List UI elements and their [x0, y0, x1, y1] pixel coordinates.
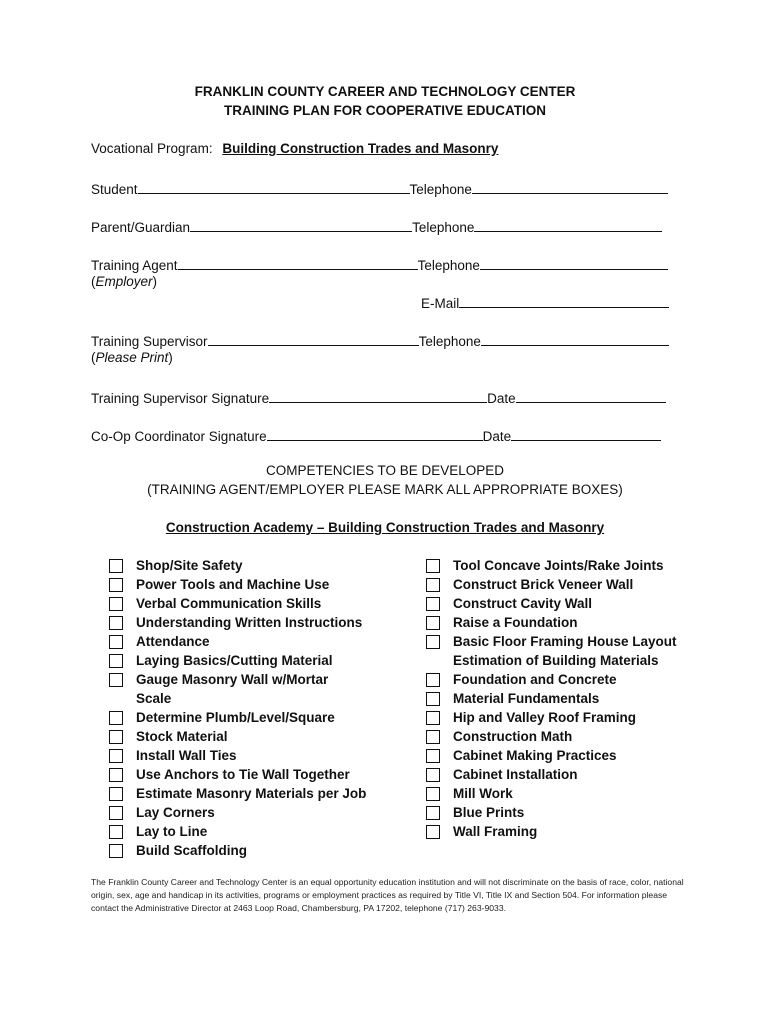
- supervisor-signature-row: [91, 388, 666, 406]
- competency-checkbox[interactable]: [426, 578, 440, 592]
- competency-item: [109, 822, 409, 841]
- competency-item: [109, 746, 409, 765]
- training-agent-field[interactable]: [178, 255, 418, 270]
- academy-section-title-text: Construction Academy – Building Construction Trades and Masonry: [165, 520, 605, 535]
- supervisor-date-field[interactable]: [516, 388, 666, 403]
- competency-checkbox[interactable]: [109, 844, 123, 858]
- competency-checkbox[interactable]: [109, 768, 123, 782]
- competency-item: [109, 594, 409, 613]
- competency-checkbox[interactable]: [426, 711, 440, 725]
- employer-label: Employer: [95, 274, 153, 289]
- competency-checkbox[interactable]: [426, 806, 440, 820]
- training-supervisor-field[interactable]: [208, 331, 419, 346]
- competency-label: Understanding Written Instructions: [136, 615, 363, 630]
- competency-checkbox[interactable]: [426, 597, 440, 611]
- coordinator-signature-row: [91, 426, 661, 444]
- competency-checkbox[interactable]: [109, 711, 123, 725]
- competency-label: Material Fundamentals: [453, 691, 600, 706]
- competency-item: [426, 803, 726, 822]
- competency-label: Estimation of Building Materials: [453, 653, 659, 668]
- training-supervisor-telephone-field[interactable]: [481, 331, 669, 346]
- please-print-close-paren: ): [168, 350, 173, 365]
- competency-checkbox[interactable]: [109, 616, 123, 630]
- supervisor-signature-label: Training Supervisor Signature: [91, 391, 270, 406]
- competency-item: [426, 632, 726, 651]
- competency-label: Laying Basics/Cutting Material: [136, 653, 333, 668]
- employer-note: [91, 274, 157, 289]
- competency-label: Foundation and Concrete: [453, 672, 617, 687]
- competency-label: Stock Material: [136, 729, 228, 744]
- competency-checkbox[interactable]: [426, 673, 440, 687]
- competency-label: Tool Concave Joints/Rake Joints: [453, 558, 664, 573]
- school-title: FRANKLIN COUNTY CAREER AND TECHNOLOGY CENTER: [194, 84, 576, 99]
- competency-item: [426, 613, 726, 632]
- competency-checkbox[interactable]: [426, 749, 440, 763]
- competency-item: [109, 708, 409, 727]
- training-supervisor-label: Training Supervisor: [91, 334, 208, 349]
- competency-item: [426, 708, 726, 727]
- competency-checkbox[interactable]: [426, 768, 440, 782]
- competency-item: [426, 594, 726, 613]
- left-competency-list: [109, 556, 409, 860]
- competency-label: Gauge Masonry Wall w/Mortar: [136, 672, 329, 687]
- competency-checkbox[interactable]: [426, 692, 440, 706]
- academy-section-title: [0, 520, 770, 535]
- employer-open-paren: (: [91, 274, 96, 289]
- coordinator-signature-field[interactable]: [267, 426, 483, 441]
- competency-checkbox[interactable]: [109, 787, 123, 801]
- competency-checkbox[interactable]: [109, 825, 123, 839]
- competency-item: [426, 822, 726, 841]
- competency-label: Estimate Masonry Materials per Job: [136, 786, 367, 801]
- competency-label: Attendance: [136, 634, 210, 649]
- competency-checkbox[interactable]: [426, 825, 440, 839]
- right-competency-list: [426, 556, 726, 841]
- training-supervisor-row: [91, 331, 669, 349]
- competency-item: [426, 575, 726, 594]
- competency-item: [426, 689, 726, 708]
- competency-label: Hip and Valley Roof Framing: [453, 710, 637, 725]
- student-field[interactable]: [138, 179, 410, 194]
- vocational-program-label: Vocational Program:: [91, 141, 213, 156]
- competency-label: Mill Work: [453, 786, 513, 801]
- competencies-heading: COMPETENCIES TO BE DEVELOPED: [265, 463, 505, 478]
- parent-label: Parent/Guardian: [91, 220, 191, 235]
- competency-label: Shop/Site Safety: [136, 558, 243, 573]
- supervisor-signature-field[interactable]: [269, 388, 487, 403]
- vocational-program-value: Building Construction Trades and Masonry: [222, 141, 499, 156]
- coordinator-date-label: Date: [482, 429, 512, 444]
- training-agent-telephone-field[interactable]: [480, 255, 668, 270]
- competency-item: [109, 613, 409, 632]
- parent-field[interactable]: [190, 217, 412, 232]
- competency-label: Basic Floor Framing House Layout: [453, 634, 677, 649]
- competency-label: Verbal Communication Skills: [136, 596, 322, 611]
- competency-item: [426, 765, 726, 784]
- competency-checkbox[interactable]: [426, 559, 440, 573]
- competency-item: [426, 746, 726, 765]
- competency-label: Lay Corners: [136, 805, 215, 820]
- equal-opportunity-notice: The Franklin County Career and Technology Center is an equal opportunity education institution and will not discriminate on the basis of race, color, national origin, sex, age and handicap in its activities, programs or employment practices as required by Title VI, Title IX and Section 504. For information please contact the Administrative Director at 2463 Loop Road, Chambersburg, PA 17202, telephone (717) 263-9033.: [91, 877, 684, 913]
- training-agent-row: [91, 255, 668, 273]
- student-telephone-field[interactable]: [472, 179, 668, 194]
- competency-item: [426, 727, 726, 746]
- employer-close-paren: ): [152, 274, 158, 289]
- competency-item: [109, 803, 409, 822]
- competency-label: Lay to Line: [136, 824, 208, 839]
- competency-label: Cabinet Making Practices: [453, 748, 617, 763]
- competency-checkbox[interactable]: [109, 806, 123, 820]
- competency-item: [426, 784, 726, 803]
- competency-label: Construction Math: [453, 729, 573, 744]
- please-print-note: [91, 350, 173, 365]
- competency-item: [109, 632, 409, 651]
- student-label: Student: [91, 182, 138, 197]
- email-field[interactable]: [459, 293, 669, 308]
- competency-label: Power Tools and Machine Use: [136, 577, 330, 592]
- competency-item: [109, 670, 409, 689]
- email-label: E-Mail: [421, 296, 460, 311]
- competency-item: [109, 575, 409, 594]
- training-supervisor-telephone-label: Telephone: [418, 334, 481, 349]
- competency-label: Raise a Foundation: [453, 615, 578, 630]
- competency-label: Determine Plumb/Level/Square: [136, 710, 335, 725]
- competency-item: [426, 651, 726, 670]
- competency-label: Blue Prints: [453, 805, 525, 820]
- competency-checkbox[interactable]: [109, 730, 123, 744]
- competency-checkbox[interactable]: [426, 616, 440, 630]
- competency-item: [109, 841, 409, 860]
- competency-checkbox[interactable]: [109, 635, 123, 649]
- parent-telephone-label: Telephone: [412, 220, 475, 235]
- competency-item: [109, 765, 409, 784]
- vocational-program-row: [91, 141, 498, 156]
- please-print-open-paren: (: [91, 350, 96, 365]
- competency-checkbox[interactable]: [426, 635, 440, 649]
- competency-checkbox[interactable]: [426, 730, 440, 744]
- student-row: [91, 179, 668, 197]
- please-print-label: Please Print: [95, 350, 169, 365]
- supervisor-date-label: Date: [487, 391, 516, 406]
- competency-checkbox[interactable]: [109, 654, 123, 668]
- training-agent-label: Training Agent: [91, 258, 178, 273]
- student-telephone-label: Telephone: [409, 182, 472, 197]
- competency-label: Use Anchors to Tie Wall Together: [136, 767, 350, 782]
- competency-item: [109, 784, 409, 803]
- competency-checkbox[interactable]: [109, 749, 123, 763]
- competency-item: [426, 556, 726, 575]
- competency-checkbox[interactable]: [109, 578, 123, 592]
- competency-item: [426, 670, 726, 689]
- competency-item: [109, 727, 409, 746]
- competency-label: Install Wall Ties: [136, 748, 237, 763]
- competency-label: Cabinet Installation: [453, 767, 578, 782]
- competency-item: [109, 689, 409, 708]
- parent-row: [91, 217, 662, 235]
- competency-checkbox[interactable]: [109, 597, 123, 611]
- competency-label: Scale: [136, 691, 172, 706]
- competency-checkbox[interactable]: [109, 673, 123, 687]
- competency-label: Wall Framing: [453, 824, 538, 839]
- competency-item: [109, 651, 409, 670]
- competency-checkbox[interactable]: [109, 559, 123, 573]
- coordinator-date-field[interactable]: [511, 426, 661, 441]
- competency-label: Construct Cavity Wall: [453, 596, 593, 611]
- competency-label: Build Scaffolding: [136, 843, 247, 858]
- parent-telephone-field[interactable]: [474, 217, 662, 232]
- competency-item: [109, 556, 409, 575]
- email-row: [421, 293, 669, 311]
- coordinator-signature-label: Co-Op Coordinator Signature: [91, 429, 267, 444]
- form-title: TRAINING PLAN FOR COOPERATIVE EDUCATION: [223, 103, 546, 118]
- competency-label: Construct Brick Veneer Wall: [453, 577, 634, 592]
- competency-checkbox[interactable]: [426, 787, 440, 801]
- training-agent-telephone-label: Telephone: [417, 258, 480, 273]
- competencies-instruction: (TRAINING AGENT/EMPLOYER PLEASE MARK ALL APPROPRIATE BOXES): [147, 482, 623, 497]
